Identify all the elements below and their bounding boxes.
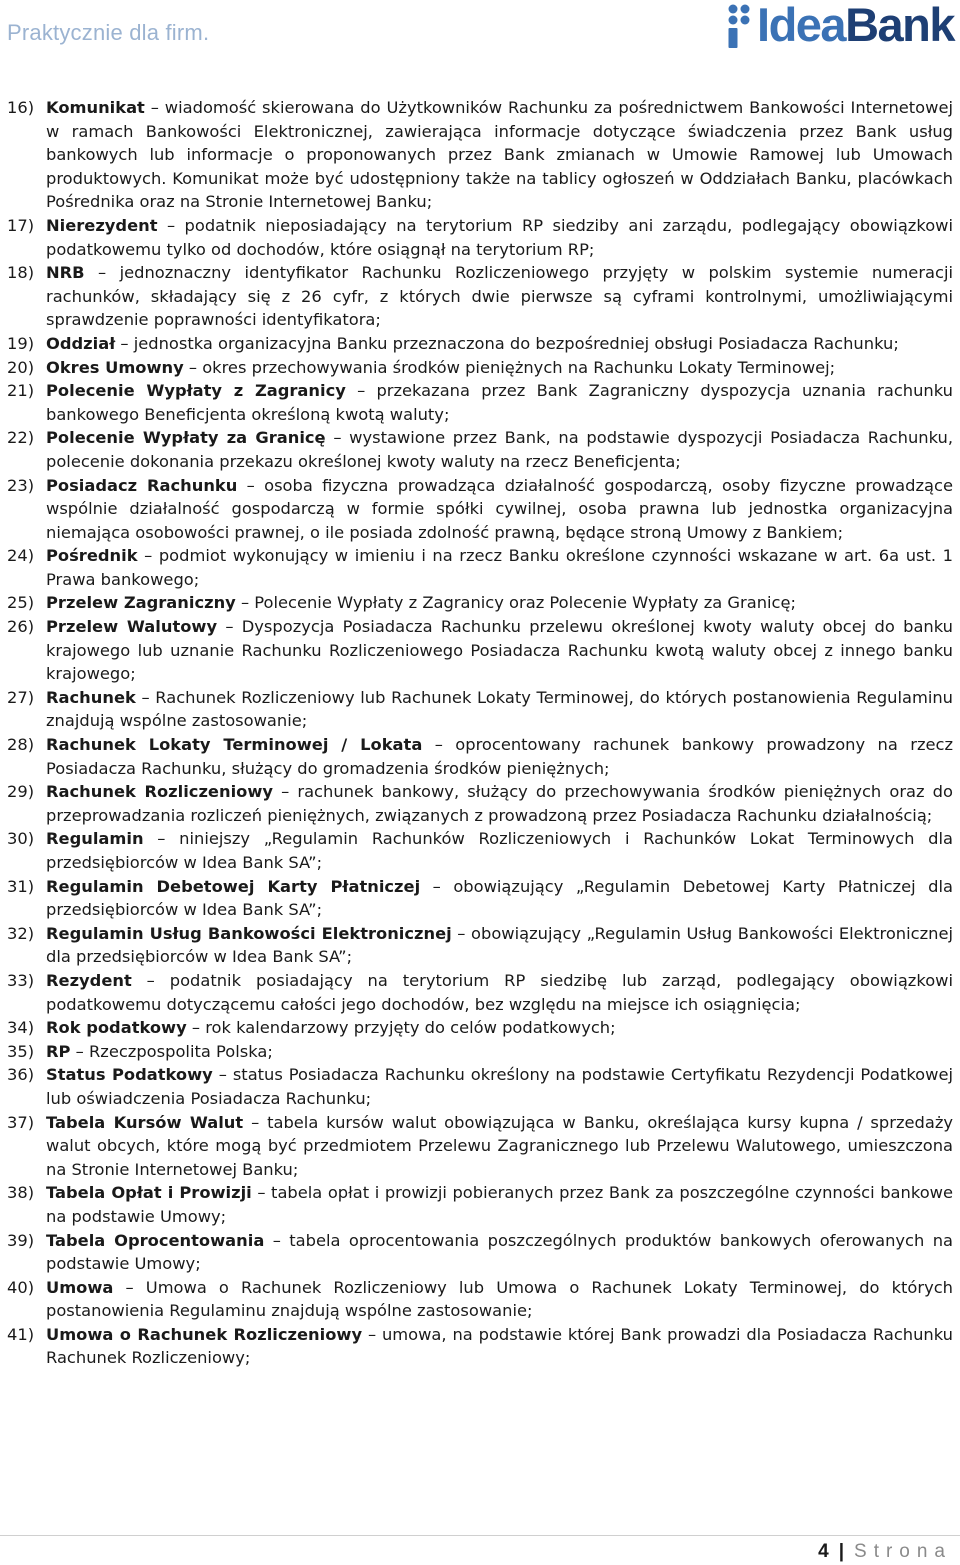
- definition-text: – rachunek bankowy, służący do przechowywania środków pieniężnych oraz do przeprowadzania rozliczeń pieniężnych, związanych z prowadzoną przez Posiadacza Rachunku działalnością;: [46, 782, 953, 825]
- definition-term: Nierezydent: [46, 215, 158, 235]
- definition-item: [7, 733, 953, 780]
- definition-number: 30): [7, 829, 35, 849]
- definition-body: [46, 733, 953, 780]
- definition-text: – Rzeczpospolita Polska;: [70, 1041, 273, 1061]
- definition-term: NRB: [46, 263, 85, 283]
- definition-body: [46, 1016, 953, 1040]
- definition-text: – jednostka organizacyjna Banku przeznaczona do bezpośredniej obsługi Posiadacza Rachunku;: [115, 333, 899, 353]
- definition-body: [46, 474, 953, 545]
- definition-body: [46, 379, 953, 426]
- definition-term: Status Podatkowy: [46, 1065, 213, 1085]
- definition-item: [7, 875, 953, 922]
- definition-body: [46, 591, 953, 615]
- definition-number: 26): [7, 617, 35, 637]
- definition-term: Regulamin Debetowej Karty Płatniczej: [46, 876, 421, 896]
- definition-term: Polecenie Wypłaty z Zagranicy: [46, 381, 346, 401]
- definition-number: 27): [7, 687, 35, 707]
- definition-number: 21): [7, 381, 35, 401]
- definition-term: Przelew Walutowy: [46, 617, 218, 637]
- definition-number: 34): [7, 1018, 35, 1038]
- definition-text: – okres przechowywania środków pieniężnych na Rachunku Lokaty Terminowej;: [183, 357, 836, 377]
- definition-number: 23): [7, 475, 35, 495]
- definition-body: [46, 1323, 953, 1370]
- definition-number: 18): [7, 263, 35, 283]
- definition-item: [7, 96, 953, 214]
- definition-term: Posiadacz Rachunku: [46, 475, 238, 495]
- definition-body: [46, 922, 953, 969]
- definition-text: – niniejszy „Regulamin Rachunków Rozliczeniowych i Rachunków Lokat Terminowych dla przedsiębiorców w Idea Bank SA”;: [46, 829, 953, 872]
- definition-item: [7, 1181, 953, 1228]
- ideabank-logo: [726, 0, 954, 51]
- definition-item: [7, 474, 953, 545]
- definition-item: [7, 214, 953, 261]
- definition-term: Polecenie Wypłaty za Granicę: [46, 428, 326, 448]
- page-word: Strona: [854, 1541, 952, 1562]
- definition-number: 40): [7, 1277, 35, 1297]
- definition-text: – osoba fizyczna prowadząca działalność gospodarczą, osoby fizyczne prowadzące wspólnie działalność gospodarczą w formie spółki cywilnej, osoba prawna lub jednostka organizacyjna niemająca osobowości prawnej, o ile posiada zdolność prawną, będące stroną Umowy z Bankiem;: [46, 475, 953, 542]
- page-footer: [818, 1541, 952, 1563]
- definition-text: – podatnik nieposiadający na terytorium RP siedziby ani zarządu, podlegający obowiązkowi podatkowemu tylko od dochodów, które osiągnął na terytorium RP;: [46, 215, 953, 259]
- definition-item: [7, 1276, 953, 1323]
- definition-term: Komunikat: [46, 98, 145, 117]
- definition-text: – Umowa o Rachunek Rozliczeniowy lub Umowa o Rachunek Lokaty Terminowej, do których postanowienia Regulaminu znajdują wspólne zastosowanie;: [46, 1277, 953, 1321]
- definition-number: 20): [7, 357, 35, 377]
- definition-number: 31): [7, 876, 35, 896]
- definition-body: [46, 261, 953, 332]
- definition-number: 28): [7, 735, 35, 755]
- definition-body: [46, 969, 953, 1016]
- definition-item: [7, 1323, 953, 1370]
- definition-item: [7, 827, 953, 874]
- definition-item: [7, 1111, 953, 1182]
- definition-term: Przelew Zagraniczny: [46, 593, 236, 613]
- definition-number: 25): [7, 593, 35, 613]
- definition-body: [46, 214, 953, 261]
- definition-term: Okres Umowny: [46, 357, 184, 377]
- definition-text: – umowa, na podstawie której Bank prowadzi dla Posiadacza Rachunku Rachunek Rozliczeniowy;: [46, 1324, 953, 1368]
- definition-text: – podatnik posiadający na terytorium RP siedzibę lub zarząd, podlegający obowiązkowi podatkowemu dotyczącemu całości jego dochodów, bez względu na miejsce ich osiągnięcia;: [46, 970, 953, 1014]
- definition-body: [46, 544, 953, 591]
- definition-number: 35): [7, 1041, 35, 1061]
- definition-number: 38): [7, 1183, 35, 1203]
- definition-text: – rok kalendarzowy przyjęty do celów podatkowych;: [186, 1018, 616, 1038]
- definition-body: [46, 426, 953, 473]
- definition-body: [46, 686, 953, 733]
- definition-text: – oprocentowany rachunek bankowy prowadzony na rzecz Posiadacza Rachunku, służący do gromadzenia środków pieniężnych;: [46, 735, 953, 778]
- definition-text: – Dyspozycja Posiadacza Rachunku przelewu określonej kwoty waluty obcej do banku krajowego lub uznanie Rachunku Rozliczeniowego Posiadacza Rachunku kwotą waluty obcej z innego banku krajowego;: [46, 617, 953, 684]
- definition-number: 24): [7, 546, 35, 566]
- definition-number: 16): [7, 98, 35, 117]
- definition-text: – podmiot wykonujący w imieniu i na rzecz Banku określone czynności wskazane w art. 6a ust. 1 Prawa bankowego;: [46, 546, 953, 589]
- footer-divider: [0, 1535, 960, 1536]
- definition-item: [7, 544, 953, 591]
- definition-body: [46, 1040, 953, 1064]
- logo-idea-text: Idea: [757, 0, 846, 51]
- definition-text: – przekazana przez Bank Zagraniczny dyspozycja uznania rachunku bankowego Beneficjenta określoną kwotą waluty;: [46, 381, 953, 424]
- definition-text: – jednoznaczny identyfikator Rachunku Rozliczeniowego przyjęty w polskim systemie numeracji rachunków, składający się z 26 cyfr, z których dwie pierwsze są cyframi kontrolnymi, umożliwiającymi sprawdzenie poprawności identyfikatora;: [46, 263, 953, 330]
- definition-number: 33): [7, 970, 35, 990]
- definition-item: [7, 379, 953, 426]
- tagline: Praktycznie dla firm.: [7, 20, 210, 45]
- definition-item: [7, 332, 953, 356]
- definition-number: 39): [7, 1230, 35, 1250]
- definition-body: [46, 1111, 953, 1182]
- definition-term: Pośrednik: [46, 546, 138, 566]
- definition-body: [46, 615, 953, 686]
- definition-text: – tabela opłat i prowizji pobieranych przez Bank za poszczególne czynności bankowe na podstawie Umowy;: [46, 1183, 953, 1226]
- definition-item: [7, 1016, 953, 1040]
- definition-number: 17): [7, 215, 35, 235]
- definition-term: Rachunek Rozliczeniowy: [46, 782, 273, 802]
- definition-number: 41): [7, 1324, 35, 1344]
- definition-term: Tabela Opłat i Prowizji: [46, 1183, 252, 1203]
- definition-number: 19): [7, 333, 35, 353]
- definition-number: 37): [7, 1112, 35, 1132]
- definition-body: [46, 1276, 953, 1323]
- definition-text: – tabela kursów walut obowiązująca w Banku, określająca kursy kupna / sprzedaży walut obcych, które mogą być przedmiotem Przelewu Zagranicznego lub Przelewu Walutowego, umieszczona na Stronie Internetowej Banku;: [46, 1112, 953, 1179]
- definition-item: [7, 1229, 953, 1276]
- definition-item: [7, 591, 953, 615]
- definition-number: 29): [7, 782, 35, 802]
- definition-term: Umowa o Rachunek Rozliczeniowy: [46, 1324, 363, 1344]
- definition-text: – wystawione przez Bank, na podstawie dyspozycji Posiadacza Rachunku, polecenie dokonania przekazu określonej kwoty waluty na rzecz Beneficjenta;: [46, 428, 954, 471]
- definition-term: Regulamin Usług Bankowości Elektronicznej: [46, 923, 452, 943]
- definition-text: – tabela oprocentowania poszczególnych produktów bankowych oferowanych na podstawie Umowy;: [46, 1230, 953, 1274]
- definition-body: [46, 356, 953, 380]
- definition-term: Regulamin: [46, 829, 144, 849]
- logo-bank-text: Bank: [845, 0, 954, 51]
- ideabank-dots-icon: [726, 4, 754, 48]
- definition-text: – Rachunek Rozliczeniowy lub Rachunek Lokaty Terminowej, do których postanowienia Regulaminu znajdują wspólne zastosowanie;: [46, 687, 953, 731]
- definition-term: Rachunek Lokaty Terminowej / Lokata: [46, 735, 423, 755]
- definition-text: – obowiązujący „Regulamin Usług Bankowości Elektronicznej dla przedsiębiorców w Idea Bank SA”;: [46, 923, 953, 967]
- definition-item: [7, 1040, 953, 1064]
- definition-body: [46, 875, 953, 922]
- definition-item: [7, 261, 953, 332]
- definition-term: RP: [46, 1041, 71, 1061]
- definition-body: [46, 1229, 953, 1276]
- footer-separator: |: [838, 1541, 845, 1562]
- definition-number: 22): [7, 428, 35, 448]
- definition-term: Oddział: [46, 333, 116, 353]
- definition-body: [46, 96, 953, 214]
- definition-text: – obowiązujący „Regulamin Debetowej Karty Płatniczej dla przedsiębiorców w Idea Bank SA”;: [46, 876, 953, 920]
- definition-item: [7, 426, 953, 473]
- definition-number: 32): [7, 923, 35, 943]
- definition-item: [7, 356, 953, 380]
- definition-body: [46, 780, 953, 827]
- definition-term: Tabela Oprocentowania: [46, 1230, 265, 1250]
- definition-term: Umowa: [46, 1277, 114, 1297]
- definition-number: 36): [7, 1065, 35, 1085]
- definition-body: [46, 827, 953, 874]
- definition-text: – status Posiadacza Rachunku określony na podstawie Certyfikatu Rezydencji Podatkowej lub oświadczenia Posiadacza Rachunku;: [46, 1065, 953, 1108]
- definition-term: Tabela Kursów Walut: [46, 1112, 244, 1132]
- definition-term: Rachunek: [46, 687, 136, 707]
- page-number: 4: [818, 1541, 829, 1562]
- definition-item: [7, 969, 953, 1016]
- definition-term: Rezydent: [46, 970, 132, 990]
- definition-body: [46, 1181, 953, 1228]
- definition-item: [7, 615, 953, 686]
- definition-body: [46, 1063, 953, 1110]
- definition-text: – Polecenie Wypłaty z Zagranicy oraz Polecenie Wypłaty za Granicę;: [235, 593, 797, 613]
- page-header: [0, 0, 960, 70]
- definition-body: [46, 332, 953, 356]
- definition-text: – wiadomość skierowana do Użytkowników Rachunku za pośrednictwem Bankowości Internetowej w ramach Bankowości Elektronicznej, zawierająca informacje dotyczące świadczenia przez Bank usług bankowych lub informacje o proponowanych przez Bank zmianach w Umowie Ramowej lub Umowach produktowych. Komunikat może być udostępniony także na tablicy ogłoszeń w Oddziałach Banku, placówkach Pośrednika oraz na Stronie Internetowej Banku;: [46, 98, 953, 212]
- definition-item: [7, 1063, 953, 1110]
- definition-term: Rok podatkowy: [46, 1018, 187, 1038]
- definition-item: [7, 780, 953, 827]
- definitions-list: [7, 96, 953, 1370]
- definition-item: [7, 686, 953, 733]
- definition-item: [7, 922, 953, 969]
